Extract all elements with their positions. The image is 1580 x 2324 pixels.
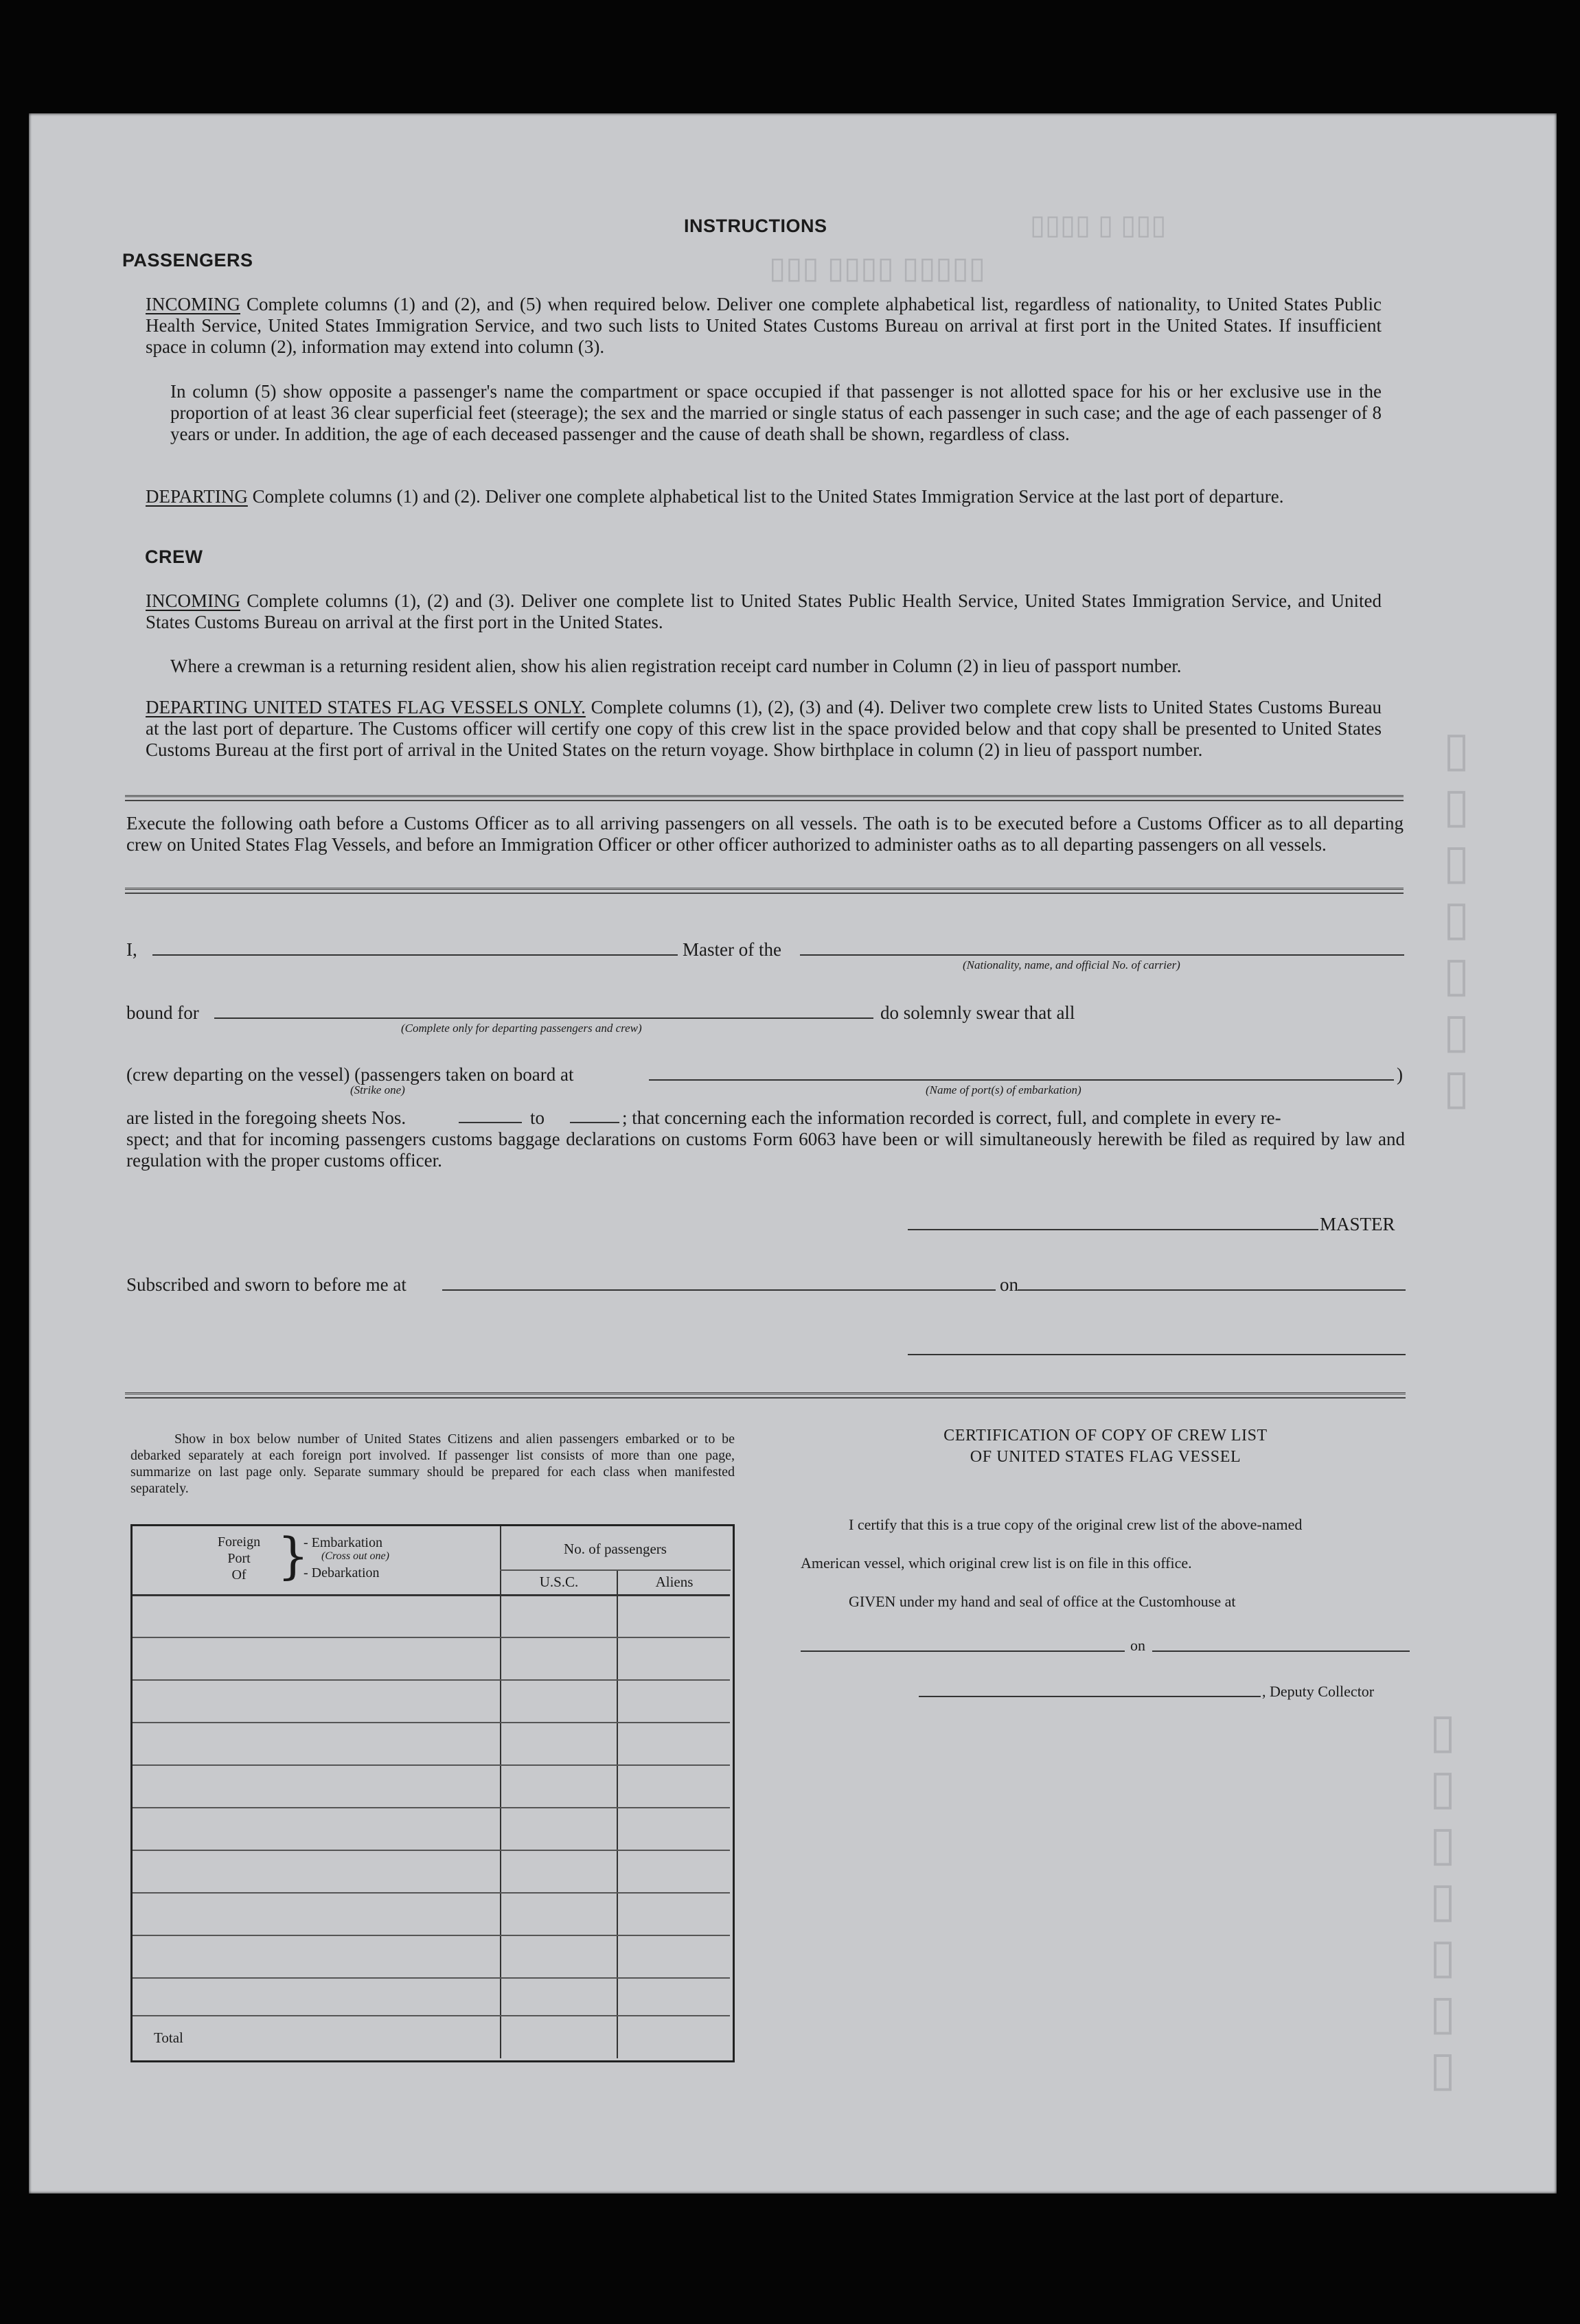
customhouse-field[interactable]: [801, 1650, 1125, 1652]
strike-one-hint: (Strike one): [350, 1083, 405, 1096]
table-row[interactable]: [133, 1892, 730, 1894]
subscribed-label: Subscribed and sworn to before me at: [126, 1274, 407, 1295]
aliens-header: Aliens: [655, 1574, 694, 1590]
bleed-through-mark: ▯▯▯▯▯▯▯: [1430, 721, 1483, 1115]
passengers-departing-paragraph: [146, 486, 1382, 507]
certify-line-1: I certify that this is a true copy of the original crew list of the above-named: [849, 1516, 1303, 1533]
master-label: MASTER: [1320, 1214, 1395, 1234]
passengers-incoming-text: Complete columns (1) and (2), and (5) when required below. Deliver one complete alphabetical list, regardless of nationality, to United States Public Health Service, United States Immigration Service, and two such lists to United States Customs Bureau on arrival at first port in the United States. If insufficient space in column (2), information may extend into column (3).: [146, 294, 1382, 357]
crew-incoming-label: INCOMING: [146, 590, 240, 611]
bound-for-label: bound for: [126, 1002, 199, 1023]
bound-for-hint: (Complete only for departing passengers and crew): [401, 1022, 642, 1035]
crew-departing-paragraph: [146, 697, 1382, 761]
certification-date-field[interactable]: [1152, 1650, 1410, 1652]
crew-heading: CREW: [145, 547, 203, 567]
deputy-collector-label: , Deputy Collector: [1262, 1683, 1375, 1700]
passengers-departing-text: Complete columns (1) and (2). Deliver one complete alphabetical list to the United States Immigration Service at the last port of departure.: [252, 486, 1284, 507]
master-name-field[interactable]: [152, 954, 678, 956]
carrier-field[interactable]: [800, 954, 1404, 956]
section-divider: [125, 888, 1404, 894]
total-row-divider: [133, 2015, 730, 2016]
section-divider: [125, 1392, 1406, 1399]
cross-out-hint: (Cross out one): [321, 1550, 389, 1562]
column5-paragraph: In column (5) show opposite a passenger's name the compartment or space occupied if that passenger is not allotted space for his or her exclusive use in the proportion of at least 36 clear superficial feet (steerage); the sex and the married or single status of each passenger in such case; and the age of each passenger of 8 years or under. In addition, the age of each deceased passenger and the cause of death shall be shown, regardless of class.: [170, 381, 1382, 444]
bleed-through-mark: ▯▯▯▯▯ ▯▯▯▯ ▯▯▯: [769, 251, 986, 285]
sheet-from-field[interactable]: [459, 1122, 522, 1123]
close-paren: ): [1397, 1064, 1403, 1085]
table-header-divider: [500, 1569, 731, 1571]
total-label: Total: [154, 2029, 183, 2046]
table-row[interactable]: [133, 1722, 730, 1723]
table-row[interactable]: [133, 1850, 730, 1851]
officer-signature-field[interactable]: [908, 1354, 1406, 1355]
sheets-to-label: to: [530, 1107, 545, 1128]
passenger-summary-table: [130, 1524, 735, 2062]
sheets-text-c: spect; and that for incoming passengers customs baggage declarations on customs Form 6063 have been or will simultaneously herewith be filed as required by law and regulation with the proper customs officer.: [126, 1129, 1405, 1171]
summary-instructions: Show in box below number of United States Citizens and alien passengers embarked or to be debarked separately at each foreign port involved. If passenger list consists of more than one page, summarize on last page only. Separate summary should be prepared for each class when manifested separately.: [130, 1431, 735, 1496]
certify-line-2: American vessel, which original crew list is on file in this office.: [801, 1554, 1192, 1572]
certification-on-label: on: [1130, 1637, 1145, 1654]
embarkation-label: - Embarkation: [304, 1535, 382, 1550]
table-row[interactable]: [133, 1807, 730, 1808]
table-column-divider: [617, 1571, 618, 2058]
crew-incoming-paragraph: [146, 590, 1382, 633]
sheets-label: are listed in the foregoing sheets Nos.: [126, 1107, 407, 1128]
certification-title: CERTIFICATION OF COPY OF CREW LIST OF UNITED STATES FLAG VESSEL: [943, 1427, 1268, 1466]
table-row[interactable]: [133, 1679, 730, 1681]
passengers-incoming-paragraph: [146, 294, 1382, 358]
master-of-label: Master of the: [683, 939, 781, 960]
page-title: INSTRUCTIONS: [684, 216, 827, 236]
nationality-hint: (Nationality, name, and official No. of carrier): [963, 958, 1180, 971]
deputy-collector-signature-field[interactable]: [919, 1696, 1261, 1697]
port-of-embarkation-field[interactable]: [649, 1079, 1394, 1081]
subscribed-place-field[interactable]: [442, 1289, 996, 1291]
usc-header: U.S.C.: [539, 1574, 579, 1590]
departing-label: DEPARTING: [146, 486, 248, 507]
given-line: GIVEN under my hand and seal of office at the Customhouse at: [849, 1593, 1236, 1610]
sheets-text-b: ; that concerning each the information recorded is correct, full, and complete in every re-: [622, 1107, 1281, 1128]
oath-intro: Execute the following oath before a Customs Officer as to all arriving passengers on all vessels. The oath is to be executed before a Customs Officer as to all departing crew on United States Flag Vessels, and before an Immigration Officer or other officer authorized to administer oaths as to all departing passengers on all vessels.: [126, 813, 1404, 855]
table-header-bottom: [133, 1594, 730, 1596]
subscribed-date-field[interactable]: [1018, 1289, 1406, 1291]
crew-incoming-text: Complete columns (1), (2) and (3). Deliver one complete list to United States Public Health Service, United States Immigration Service, and United States Customs Bureau on arrival at the first port in the United States.: [146, 590, 1382, 632]
incoming-label: INCOMING: [146, 294, 240, 314]
swear-label: do solemnly swear that all: [880, 1002, 1075, 1023]
bound-for-field[interactable]: [214, 1017, 873, 1019]
table-row[interactable]: [133, 1764, 730, 1766]
resident-alien-paragraph: Where a crewman is a returning resident alien, show his alien registration receipt card number in Column (2) in lieu of passport number.: [170, 656, 1182, 676]
oath-i-label: I,: [126, 939, 137, 960]
subscribed-on-label: on: [1000, 1274, 1018, 1295]
table-row[interactable]: [133, 1637, 730, 1638]
no-passengers-header: No. of passengers: [564, 1541, 667, 1557]
passengers-heading: PASSENGERS: [122, 250, 253, 271]
crew-departing-label: DEPARTING UNITED STATES FLAG VESSELS ONLY.: [146, 697, 586, 717]
table-row[interactable]: [133, 1935, 730, 1936]
bleed-through-mark: ▯▯▯▯▯▯▯: [1416, 1703, 1469, 2097]
sheet-to-field[interactable]: [570, 1122, 619, 1123]
foreign-port-of-label: Foreign Port Of: [217, 1534, 261, 1583]
brace-icon: }: [277, 1527, 309, 1585]
crew-departing-text: Complete columns (1), (2), (3) and (4). Deliver two complete crew lists to United States Customs Bureau at the last port of departure. The Customs officer will certify one copy of this crew list in the space provided below and that copy shall be presented to United States Customs Bureau at the first port of arrival in the United States on the return voyage. Show birthplace in column (2) in lieu of passport number.: [146, 697, 1382, 760]
bleed-through-mark: ▯▯▯ ▯ ▯▯▯▯: [1030, 210, 1167, 240]
debarkation-label: - Debarkation: [304, 1565, 380, 1580]
master-signature-field[interactable]: [908, 1229, 1318, 1230]
crew-departing-label: (crew departing on the vessel) (passengers taken on board at: [126, 1064, 574, 1085]
port-hint: (Name of port(s) of embarkation): [926, 1083, 1081, 1096]
table-row[interactable]: [133, 1977, 730, 1979]
section-divider: [125, 795, 1404, 801]
